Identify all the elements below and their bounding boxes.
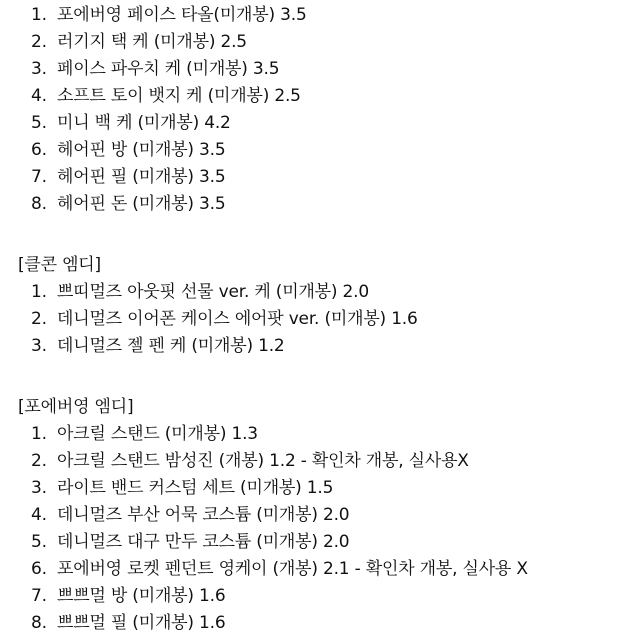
item-text: 포에버영 로켓 펜던트 영케이 (개봉) 2.1 - 확인차 개봉, 실사용 X [57, 559, 528, 579]
item-text: 데니멀즈 부산 어묵 코스튬 (미개봉) 2.0 [57, 505, 350, 525]
item-text: 아크릴 스탠드 (미개봉) 1.3 [57, 424, 258, 444]
item-text: 데니멀즈 대구 만두 코스튬 (미개봉) 2.0 [57, 532, 350, 552]
item-number: 6. [31, 140, 47, 160]
item-number: 7. [31, 167, 47, 187]
item-text: 소프트 토이 뱃지 케 (미개봉) 2.5 [57, 86, 301, 106]
item-number: 8. [31, 613, 47, 633]
item-text: 페이스 파우치 케 (미개봉) 3.5 [57, 59, 280, 79]
item-text: 아크릴 스탠드 밤성진 (개봉) 1.2 - 확인차 개봉, 실사용X [57, 451, 469, 471]
item-number: 2. [31, 451, 47, 471]
item-text: 헤어핀 돈 (미개봉) 3.5 [57, 194, 226, 214]
item-number: 3. [31, 478, 47, 498]
item-text: 쁘띠멀즈 아웃핏 선물 ver. 케 (미개봉) 2.0 [57, 282, 369, 302]
item-text: 헤어핀 방 (미개봉) 3.5 [57, 140, 226, 160]
item-number: 3. [31, 336, 47, 356]
item-number: 1. [31, 5, 47, 25]
item-number: 5. [31, 532, 47, 552]
item-number: 1. [31, 282, 47, 302]
item-text: 미니 백 케 (미개봉) 4.2 [57, 113, 231, 133]
item-number: 4. [31, 86, 47, 106]
item-number: 3. [31, 59, 47, 79]
item-text: 포에버영 페이스 타올(미개봉) 3.5 [57, 5, 307, 25]
item-number: 2. [31, 32, 47, 52]
item-number: 5. [31, 113, 47, 133]
item-text: 데니멀즈 젤 펜 케 (미개봉) 1.2 [57, 336, 285, 356]
section-heading: [포에버영 엠디] [18, 397, 134, 417]
item-number: 2. [31, 309, 47, 329]
item-text: 쁘쁘멀 방 (미개봉) 1.6 [57, 586, 226, 606]
item-number: 8. [31, 194, 47, 214]
item-number: 6. [31, 559, 47, 579]
item-number: 1. [31, 424, 47, 444]
item-text: 라이트 밴드 커스텀 세트 (미개봉) 1.5 [57, 478, 334, 498]
item-text: 러기지 택 케 (미개봉) 2.5 [57, 32, 247, 52]
item-number: 4. [31, 505, 47, 525]
section-heading: [클콘 엠디] [18, 255, 101, 275]
item-number: 7. [31, 586, 47, 606]
item-text: 헤어핀 필 (미개봉) 3.5 [57, 167, 226, 187]
item-text: 데니멀즈 이어폰 케이스 에어팟 ver. (미개봉) 1.6 [57, 309, 418, 329]
item-text: 쁘쁘멀 필 (미개봉) 1.6 [57, 613, 226, 633]
